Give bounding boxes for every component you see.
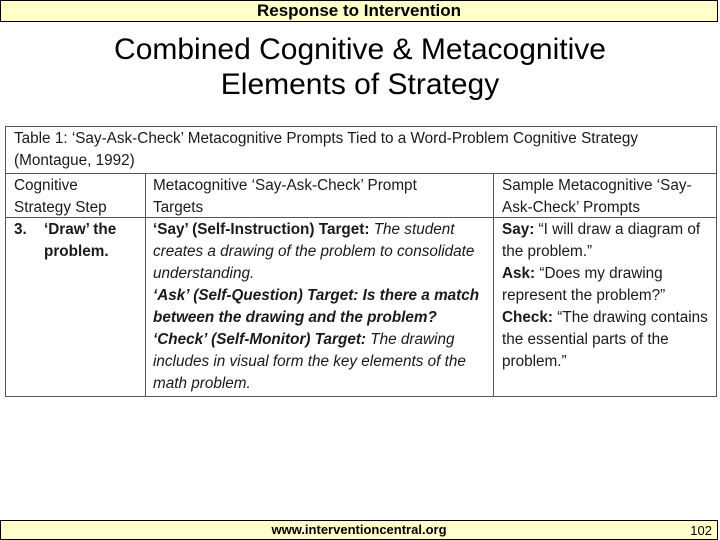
step-cell — [14, 219, 144, 279]
column-header-targets — [153, 175, 491, 219]
ask-prompt — [502, 263, 714, 307]
footer-bar — [0, 520, 718, 540]
check-target-text: The drawing includes in visual form the key elements of the math problem. — [153, 331, 466, 392]
table-caption — [14, 128, 708, 172]
footer-url-link[interactable]: www.interventioncentral.org — [271, 522, 447, 537]
check-target-label: ‘Check’ (Self-Monitor) Target: — [153, 331, 367, 348]
slide-title-line2: Elements of Strategy — [220, 68, 500, 101]
say-prompt-text: “I will draw a diagram of the problem.” — [502, 221, 701, 260]
column-header-prompts-line1: Sample Metacognitive ‘Say- — [502, 177, 692, 194]
say-prompt — [502, 219, 714, 263]
column-header-prompts — [502, 175, 714, 219]
top-banner — [0, 0, 718, 22]
column-header-targets-line2: Targets — [153, 199, 204, 216]
page-number: 102 — [690, 523, 712, 538]
ask-prompt-label: Ask: — [502, 265, 536, 282]
table-rule-top — [6, 173, 716, 174]
slide-title-line1: Combined Cognitive & Metacognitive — [114, 33, 606, 66]
step-number: 3. — [14, 221, 27, 238]
check-prompt — [502, 307, 714, 373]
column-header-targets-line1: Metacognitive ‘Say-Ask-Check’ Prompt — [153, 177, 417, 194]
column-header-prompts-line2: Ask-Check’ Prompts — [502, 199, 640, 216]
column-header-step-line2: Strategy Step — [14, 199, 107, 216]
ask-prompt-text: “Does my drawing represent the problem?” — [502, 265, 666, 304]
table-col-divider-1 — [145, 173, 146, 396]
targets-cell — [153, 219, 491, 395]
table-caption-line1: Table 1: ‘Say-Ask-Check’ Metacognitive Prompts Tied to a Word-Problem Cognitive Strategy — [14, 130, 639, 147]
table-caption-line2: (Montague, 1992) — [14, 152, 135, 169]
banner-title: Response to Intervention — [256, 1, 462, 20]
slide-title — [40, 32, 680, 102]
strategy-table — [5, 126, 717, 397]
column-header-step-line1: Cognitive — [14, 177, 78, 194]
say-prompt-label: Say: — [502, 221, 535, 238]
column-header-step — [14, 175, 144, 219]
check-target — [153, 329, 491, 395]
table-col-divider-2 — [493, 173, 494, 396]
step-text: ‘Draw’ the problem. — [44, 221, 117, 260]
prompts-cell — [502, 219, 714, 373]
ask-target — [153, 285, 491, 329]
say-target-text: The student creates a drawing of the problem to consolidate understanding. — [153, 221, 475, 282]
check-prompt-text: “The drawing contains the essential parts of the problem.” — [502, 309, 708, 370]
say-target-label: ‘Say’ (Self-Instruction) Target: — [153, 221, 370, 238]
check-prompt-label: Check: — [502, 309, 554, 326]
ask-target-label: ‘Ask’ (Self-Question) Target: Is there a match between the drawing and the problem? — [153, 287, 480, 326]
say-target — [153, 219, 491, 285]
